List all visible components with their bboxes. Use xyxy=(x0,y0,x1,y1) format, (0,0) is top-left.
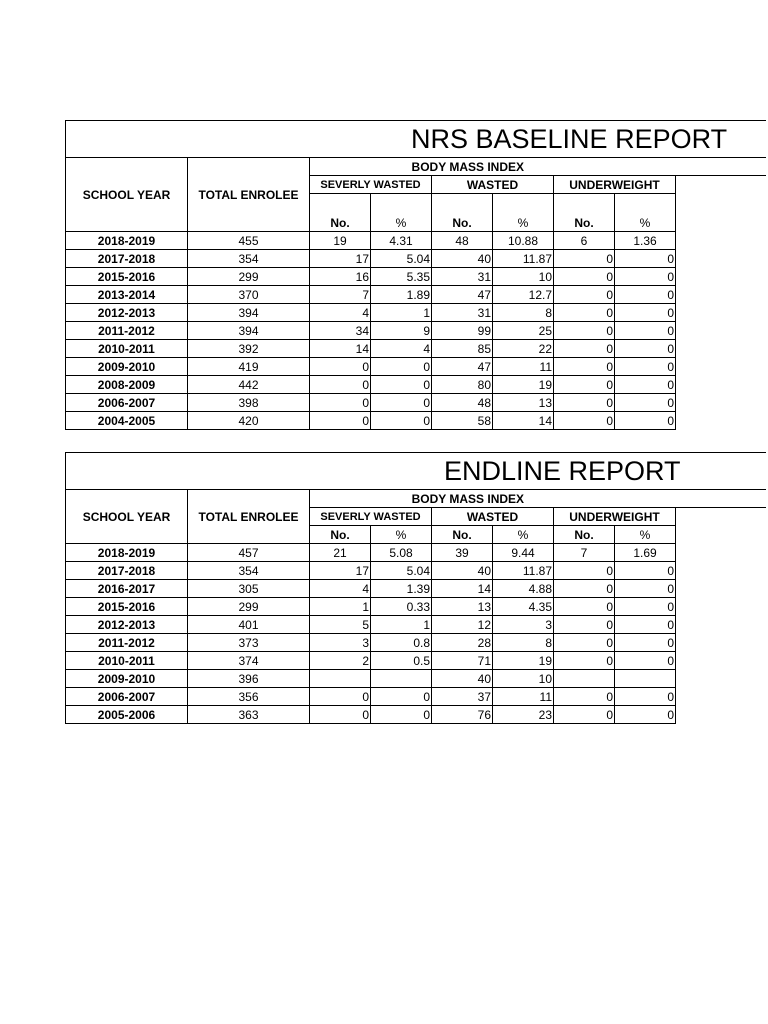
school-year-cell: 2011-2012 xyxy=(66,322,188,340)
underweight-pct-cell: 0 xyxy=(615,598,676,616)
wasted-pct-cell: 11 xyxy=(493,358,554,376)
underweight-pct-cell: 0 xyxy=(615,634,676,652)
underweight-no-cell: 0 xyxy=(554,616,615,634)
table-row xyxy=(66,652,766,670)
table-row xyxy=(66,322,766,340)
total-enrolee-cell: 419 xyxy=(188,358,310,376)
wasted-no-cell: 40 xyxy=(432,670,493,688)
underweight-no-cell: 0 xyxy=(554,268,615,286)
severly-wasted-pct-cell: 4.31 xyxy=(371,232,432,250)
wasted-pct-cell: 10 xyxy=(493,670,554,688)
wasted-no-cell: 80 xyxy=(432,376,493,394)
underweight-pct-cell: 0 xyxy=(615,268,676,286)
underweight-header: UNDERWEIGHT xyxy=(554,176,676,194)
underweight-pct-cell: 0 xyxy=(615,250,676,268)
table-row xyxy=(66,688,766,706)
severly-wasted-no-cell: 21 xyxy=(310,544,371,562)
underweight-pct-cell: 0 xyxy=(615,358,676,376)
wasted-pct-cell: 14 xyxy=(493,412,554,430)
underweight-no-cell: 0 xyxy=(554,580,615,598)
w-no-header: No. xyxy=(432,526,493,544)
school-year-cell: 2011-2012 xyxy=(66,634,188,652)
underweight-pct-cell: 0 xyxy=(615,652,676,670)
underweight-no-cell: 0 xyxy=(554,394,615,412)
wasted-pct-cell: 19 xyxy=(493,376,554,394)
wasted-pct-cell: 8 xyxy=(493,634,554,652)
severly-wasted-no-cell: 3 xyxy=(310,634,371,652)
total-enrolee-cell: 401 xyxy=(188,616,310,634)
severly-wasted-no-cell: 0 xyxy=(310,706,371,724)
underweight-no-cell: 0 xyxy=(554,376,615,394)
underweight-pct-cell: 1.69 xyxy=(615,544,676,562)
empty-cell xyxy=(676,670,766,688)
severly-wasted-no-cell: 0 xyxy=(310,358,371,376)
school-year-cell: 2006-2007 xyxy=(66,688,188,706)
severly-wasted-pct-cell: 0 xyxy=(371,358,432,376)
severly-wasted-no-cell: 2 xyxy=(310,652,371,670)
table-row xyxy=(66,544,766,562)
wasted-pct-cell: 11.87 xyxy=(493,562,554,580)
table-row xyxy=(66,580,766,598)
wasted-no-cell: 13 xyxy=(432,598,493,616)
total-enrolee-cell: 354 xyxy=(188,250,310,268)
underweight-pct-cell: 0 xyxy=(615,412,676,430)
u-pct-header: % xyxy=(615,526,676,544)
table-row xyxy=(66,634,766,652)
total-enrolee-cell: 374 xyxy=(188,652,310,670)
underweight-pct-cell: 0 xyxy=(615,394,676,412)
wasted-pct-cell: 3 xyxy=(493,616,554,634)
wasted-no-cell: 28 xyxy=(432,634,493,652)
severly-wasted-pct-cell: 5.35 xyxy=(371,268,432,286)
school-year-cell: 2010-2011 xyxy=(66,340,188,358)
school-year-cell: 2017-2018 xyxy=(66,250,188,268)
underweight-no-cell: 7 xyxy=(554,544,615,562)
wasted-no-cell: 99 xyxy=(432,322,493,340)
wasted-no-cell: 76 xyxy=(432,706,493,724)
wasted-no-cell: 14 xyxy=(432,580,493,598)
wasted-no-cell: 47 xyxy=(432,286,493,304)
bmi-header: BODY MASS INDEX xyxy=(310,158,766,176)
wasted-pct-cell: 10.88 xyxy=(493,232,554,250)
underweight-pct-cell: 0 xyxy=(615,376,676,394)
school-year-cell: 2018-2019 xyxy=(66,232,188,250)
empty-cell xyxy=(676,232,766,250)
bmi-header: BODY MASS INDEX xyxy=(310,490,766,508)
severly-wasted-no-cell: 4 xyxy=(310,304,371,322)
severly-wasted-no-cell: 14 xyxy=(310,340,371,358)
school-year-cell: 2015-2016 xyxy=(66,598,188,616)
u-pct-header: % xyxy=(615,194,676,232)
total-enrolee-cell: 442 xyxy=(188,376,310,394)
empty-cell xyxy=(676,268,766,286)
w-no-header: No. xyxy=(432,194,493,232)
empty-cell xyxy=(676,340,766,358)
sw-no-header: No. xyxy=(310,526,371,544)
endline-table xyxy=(65,452,766,724)
wasted-pct-cell: 9.44 xyxy=(493,544,554,562)
school-year-cell: 2006-2007 xyxy=(66,394,188,412)
underweight-no-cell: 0 xyxy=(554,634,615,652)
total-enrolee-cell: 420 xyxy=(188,412,310,430)
severly-wasted-pct-cell: 0.5 xyxy=(371,652,432,670)
empty-cell xyxy=(676,652,766,670)
w-pct-header: % xyxy=(493,526,554,544)
endline-report-table xyxy=(65,452,681,724)
underweight-no-cell: 0 xyxy=(554,304,615,322)
table-row xyxy=(66,268,766,286)
underweight-pct-cell: 0 xyxy=(615,322,676,340)
empty-cell xyxy=(676,250,766,268)
empty-cell xyxy=(676,580,766,598)
wasted-pct-cell: 11.87 xyxy=(493,250,554,268)
total-enrolee-cell: 394 xyxy=(188,322,310,340)
total-enrolee-cell: 398 xyxy=(188,394,310,412)
underweight-no-cell: 0 xyxy=(554,286,615,304)
school-year-cell: 2008-2009 xyxy=(66,376,188,394)
wasted-no-cell: 31 xyxy=(432,268,493,286)
sw-no-header: No. xyxy=(310,194,371,232)
severly-wasted-pct-cell: 1.89 xyxy=(371,286,432,304)
severly-wasted-pct-cell: 5.04 xyxy=(371,250,432,268)
severly-wasted-no-cell: 34 xyxy=(310,322,371,340)
empty-cell xyxy=(676,706,766,724)
table-row xyxy=(66,232,766,250)
underweight-no-cell: 0 xyxy=(554,562,615,580)
underweight-pct-cell: 0 xyxy=(615,580,676,598)
wasted-pct-cell: 13 xyxy=(493,394,554,412)
severly-wasted-no-cell: 16 xyxy=(310,268,371,286)
school-year-header: SCHOOL YEAR xyxy=(66,158,188,232)
sw-pct-header: % xyxy=(371,194,432,232)
total-enrolee-cell: 392 xyxy=(188,340,310,358)
total-enrolee-header: TOTAL ENROLEE xyxy=(188,158,310,232)
baseline-report-table xyxy=(65,120,728,430)
severly-wasted-pct-cell: 9 xyxy=(371,322,432,340)
wasted-no-cell: 48 xyxy=(432,394,493,412)
wasted-pct-cell: 22 xyxy=(493,340,554,358)
table-row xyxy=(66,616,766,634)
total-enrolee-cell: 299 xyxy=(188,268,310,286)
table-row xyxy=(66,670,766,688)
severly-wasted-no-cell: 1 xyxy=(310,598,371,616)
total-enrolee-cell: 305 xyxy=(188,580,310,598)
wasted-pct-cell: 4.88 xyxy=(493,580,554,598)
total-enrolee-cell: 394 xyxy=(188,304,310,322)
severly-wasted-pct-cell: 0 xyxy=(371,706,432,724)
wasted-pct-cell: 10 xyxy=(493,268,554,286)
underweight-pct-cell xyxy=(615,670,676,688)
empty-cell xyxy=(676,322,766,340)
wasted-no-cell: 31 xyxy=(432,304,493,322)
table-row xyxy=(66,250,766,268)
u-no-header: No. xyxy=(554,194,615,232)
severly-wasted-pct-cell: 0 xyxy=(371,394,432,412)
empty-cell xyxy=(676,544,766,562)
school-year-cell: 2009-2010 xyxy=(66,358,188,376)
underweight-no-cell: 0 xyxy=(554,358,615,376)
underweight-pct-cell: 0 xyxy=(615,340,676,358)
underweight-header: UNDERWEIGHT xyxy=(554,508,676,526)
underweight-pct-cell: 0 xyxy=(615,688,676,706)
severly-wasted-no-cell: 0 xyxy=(310,688,371,706)
underweight-no-cell: 0 xyxy=(554,652,615,670)
wasted-no-cell: 47 xyxy=(432,358,493,376)
empty-cell xyxy=(676,412,766,430)
severly-wasted-pct-cell: 5.04 xyxy=(371,562,432,580)
underweight-pct-cell: 0 xyxy=(615,562,676,580)
wasted-header: WASTED xyxy=(432,176,554,194)
severly-wasted-pct-cell: 4 xyxy=(371,340,432,358)
empty-cell xyxy=(676,394,766,412)
underweight-pct-cell: 1.36 xyxy=(615,232,676,250)
total-enrolee-header: TOTAL ENROLEE xyxy=(188,490,310,544)
severly-wasted-no-cell: 0 xyxy=(310,412,371,430)
empty-cell xyxy=(676,598,766,616)
total-enrolee-cell: 299 xyxy=(188,598,310,616)
total-enrolee-cell: 370 xyxy=(188,286,310,304)
severly-wasted-no-cell: 0 xyxy=(310,376,371,394)
table-row xyxy=(66,598,766,616)
wasted-no-cell: 40 xyxy=(432,562,493,580)
total-enrolee-cell: 356 xyxy=(188,688,310,706)
empty-cell xyxy=(676,634,766,652)
empty-cell xyxy=(676,562,766,580)
underweight-pct-cell: 0 xyxy=(615,616,676,634)
underweight-pct-cell: 0 xyxy=(615,706,676,724)
severly-wasted-no-cell: 0 xyxy=(310,394,371,412)
empty-cell xyxy=(676,304,766,322)
u-no-header: No. xyxy=(554,526,615,544)
school-year-cell: 2016-2017 xyxy=(66,580,188,598)
school-year-cell: 2013-2014 xyxy=(66,286,188,304)
total-enrolee-cell: 457 xyxy=(188,544,310,562)
table-row xyxy=(66,412,766,430)
severly-wasted-pct-cell: 1 xyxy=(371,304,432,322)
severly-wasted-pct-cell: 0 xyxy=(371,688,432,706)
empty-cell xyxy=(676,688,766,706)
school-year-cell: 2009-2010 xyxy=(66,670,188,688)
severly-wasted-no-cell xyxy=(310,670,371,688)
wasted-pct-cell: 12.7 xyxy=(493,286,554,304)
severly-wasted-header: SEVERLY WASTED xyxy=(310,508,432,526)
wasted-pct-cell: 25 xyxy=(493,322,554,340)
underweight-no-cell: 0 xyxy=(554,412,615,430)
wasted-no-cell: 12 xyxy=(432,616,493,634)
underweight-no-cell: 0 xyxy=(554,322,615,340)
severly-wasted-no-cell: 7 xyxy=(310,286,371,304)
underweight-pct-cell: 0 xyxy=(615,304,676,322)
severly-wasted-pct-cell: 0.33 xyxy=(371,598,432,616)
wasted-pct-cell: 11 xyxy=(493,688,554,706)
school-year-cell: 2010-2011 xyxy=(66,652,188,670)
w-pct-header: % xyxy=(493,194,554,232)
report-title: NRS BASELINE REPORT xyxy=(66,121,766,158)
school-year-header: SCHOOL YEAR xyxy=(66,490,188,544)
severly-wasted-pct-cell: 0 xyxy=(371,412,432,430)
total-enrolee-cell: 455 xyxy=(188,232,310,250)
school-year-cell: 2012-2013 xyxy=(66,616,188,634)
school-year-cell: 2012-2013 xyxy=(66,304,188,322)
severly-wasted-pct-cell: 0 xyxy=(371,376,432,394)
severly-wasted-pct-cell: 1 xyxy=(371,616,432,634)
wasted-no-cell: 85 xyxy=(432,340,493,358)
severly-wasted-pct-cell: 1.39 xyxy=(371,580,432,598)
wasted-pct-cell: 19 xyxy=(493,652,554,670)
underweight-pct-cell: 0 xyxy=(615,286,676,304)
table-row xyxy=(66,394,766,412)
underweight-no-cell: 0 xyxy=(554,250,615,268)
wasted-no-cell: 48 xyxy=(432,232,493,250)
severly-wasted-pct-cell: 0.8 xyxy=(371,634,432,652)
table-row xyxy=(66,340,766,358)
wasted-pct-cell: 8 xyxy=(493,304,554,322)
wasted-header: WASTED xyxy=(432,508,554,526)
table-row xyxy=(66,286,766,304)
underweight-no-cell: 0 xyxy=(554,706,615,724)
severly-wasted-no-cell: 19 xyxy=(310,232,371,250)
baseline-table xyxy=(65,120,766,430)
wasted-no-cell: 40 xyxy=(432,250,493,268)
table-row xyxy=(66,562,766,580)
empty-cell xyxy=(676,616,766,634)
severly-wasted-no-cell: 5 xyxy=(310,616,371,634)
total-enrolee-cell: 354 xyxy=(188,562,310,580)
severly-wasted-pct-cell xyxy=(371,670,432,688)
underweight-no-cell: 0 xyxy=(554,688,615,706)
severly-wasted-no-cell: 17 xyxy=(310,250,371,268)
wasted-pct-cell: 23 xyxy=(493,706,554,724)
school-year-cell: 2017-2018 xyxy=(66,562,188,580)
school-year-cell: 2004-2005 xyxy=(66,412,188,430)
table-row xyxy=(66,358,766,376)
severly-wasted-header: SEVERLY WASTED xyxy=(310,176,432,194)
report-title: ENDLINE REPORT xyxy=(66,453,766,490)
school-year-cell: 2005-2006 xyxy=(66,706,188,724)
wasted-no-cell: 37 xyxy=(432,688,493,706)
underweight-no-cell: 0 xyxy=(554,598,615,616)
school-year-cell: 2015-2016 xyxy=(66,268,188,286)
total-enrolee-cell: 373 xyxy=(188,634,310,652)
total-enrolee-cell: 363 xyxy=(188,706,310,724)
total-enrolee-cell: 396 xyxy=(188,670,310,688)
empty-cell xyxy=(676,358,766,376)
severly-wasted-pct-cell: 5.08 xyxy=(371,544,432,562)
wasted-no-cell: 39 xyxy=(432,544,493,562)
table-row xyxy=(66,304,766,322)
wasted-no-cell: 71 xyxy=(432,652,493,670)
table-row xyxy=(66,706,766,724)
severly-wasted-no-cell: 17 xyxy=(310,562,371,580)
underweight-no-cell xyxy=(554,670,615,688)
table-row xyxy=(66,376,766,394)
underweight-no-cell: 0 xyxy=(554,340,615,358)
wasted-no-cell: 58 xyxy=(432,412,493,430)
underweight-no-cell: 6 xyxy=(554,232,615,250)
sw-pct-header: % xyxy=(371,526,432,544)
empty-cell xyxy=(676,286,766,304)
empty-cell xyxy=(676,376,766,394)
school-year-cell: 2018-2019 xyxy=(66,544,188,562)
wasted-pct-cell: 4.35 xyxy=(493,598,554,616)
severly-wasted-no-cell: 4 xyxy=(310,580,371,598)
